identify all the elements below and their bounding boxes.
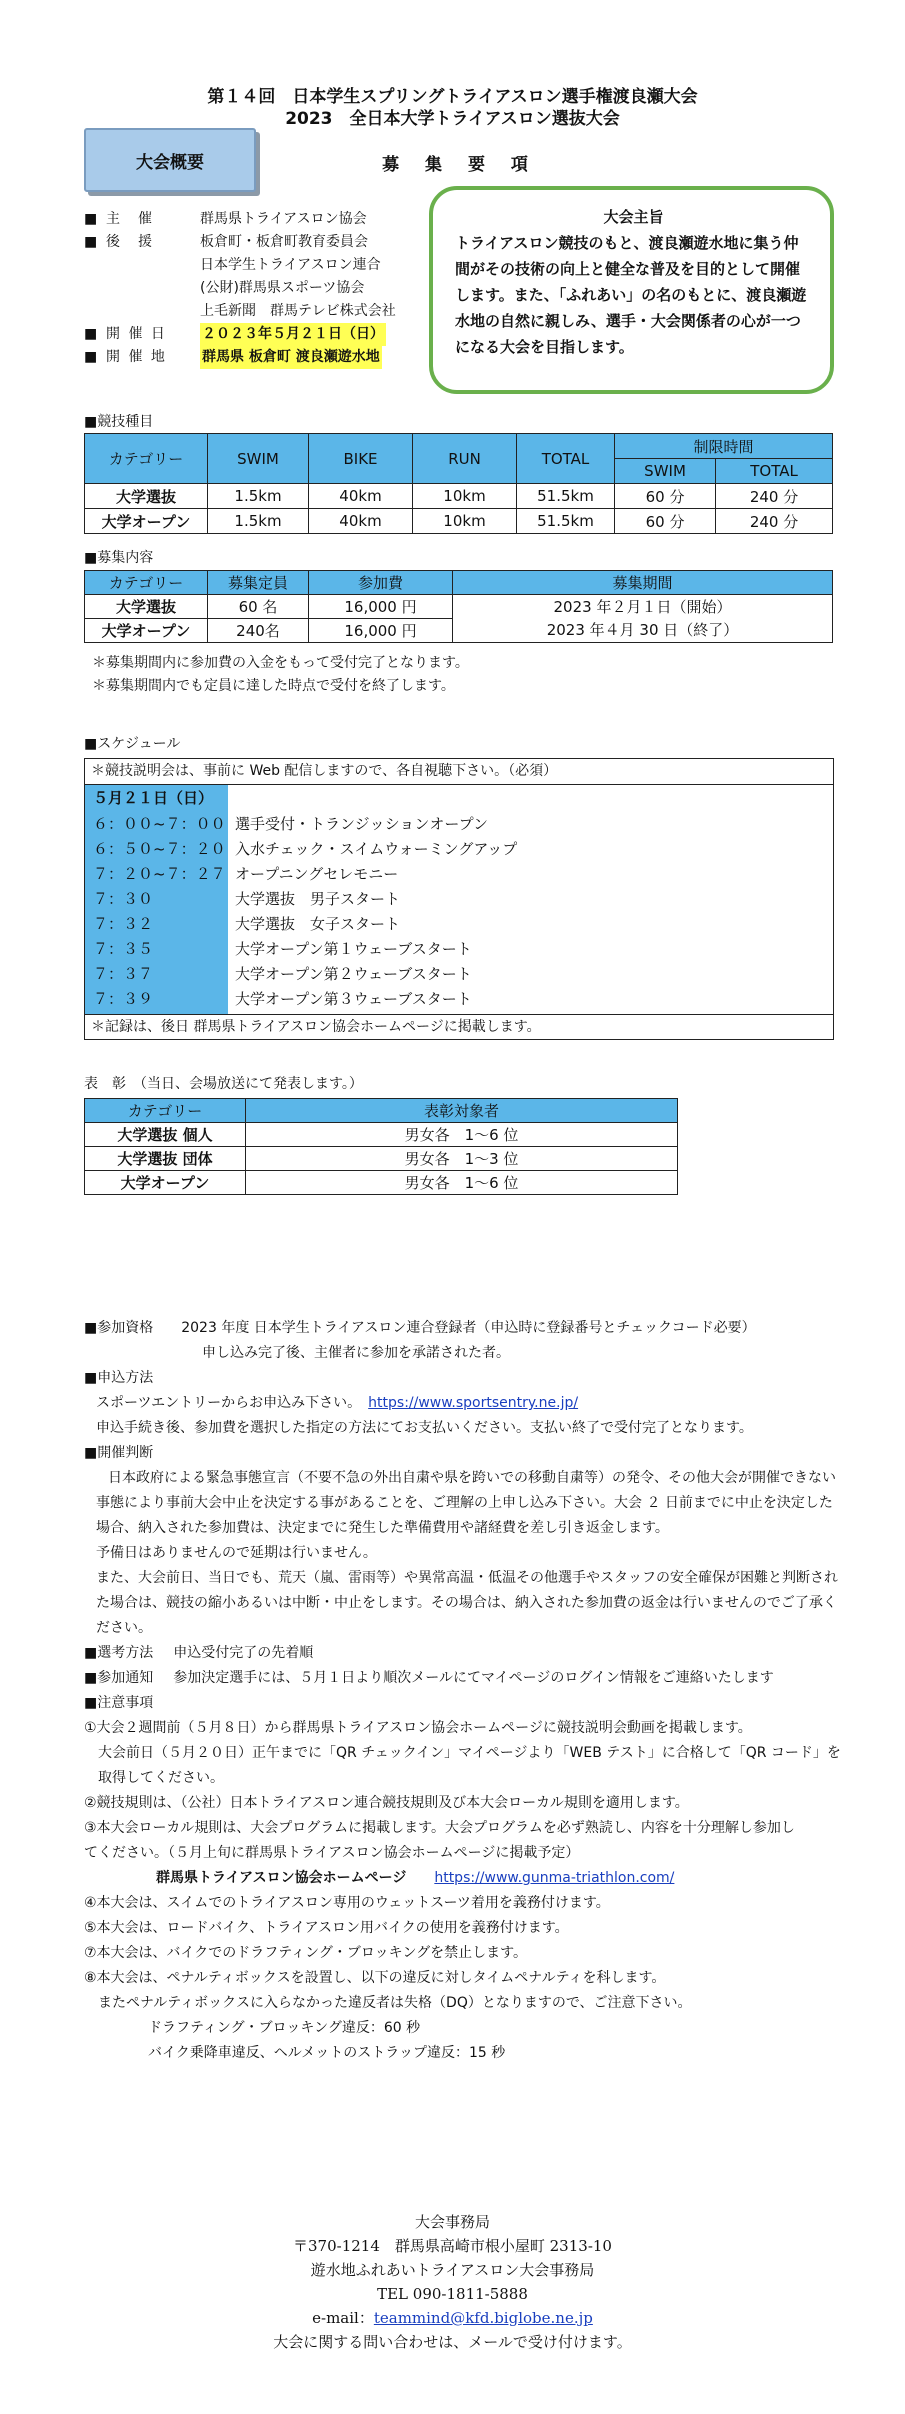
table-row: 大学選抜 1.5km 40km 10km 51.5km 60 分 240 分: [85, 484, 833, 509]
office-address: 〒370-1214 群馬県高崎市根小屋町 2313-10: [293, 2237, 612, 2255]
contact-note: 大会に関する問い合わせは、メールで受け付けます。: [273, 2333, 632, 2351]
col-header: TOTAL: [716, 459, 833, 484]
eligibility: ■参加資格 2023 年度 日本学生トライアスロン連合登録者（申込時に登録番号とチェックコード必要）: [84, 1320, 756, 1336]
col-header: カテゴリー: [85, 1099, 246, 1123]
awards-table: [84, 1098, 678, 1195]
schedule-box: ＊競技説明会は、事前に Web 配信しますので、各自視聴下さい。（必須） ５月２１日（日） ６：００~７：００ 選手受付・トランジッションオープン ６：５０~７：２０ 入水チェック・スイムウォーミングアップ ７：２０~７：２７ オープニングセレモニー ７：３０ 大学選抜 男子スタート ７：３２ 大学選抜 女子スタート ７：３５ 大学オープン第１ウェーブスタート ７：３７ 大学オープン第２ウェーブスタート ７：３９ 大学オープン第３ウェーブスタート ＊記録は、後日 群馬県トライアスロン協会ホームページに掲載します。: [84, 758, 834, 1040]
schedule-section-title: ■スケジュール: [84, 736, 181, 752]
col-header: TOTAL: [517, 434, 615, 484]
sportsentry-link[interactable]: https://www.sportsentry.ne.jp/: [368, 1395, 579, 1411]
event-venue: 群馬県 板倉町 渡良瀬遊水地: [200, 346, 382, 369]
table-row: 大学選抜 個人 男女各 1～6 位: [85, 1123, 678, 1147]
info-row: ■ 後 援 板倉町・板倉町教育委員会: [84, 234, 368, 250]
info-row: ■ 主 催 群馬県トライアスロン協会: [84, 211, 367, 227]
col-header: カテゴリー: [85, 434, 208, 484]
col-header: 募集期間: [453, 571, 833, 595]
recruit-section-title: ■募集内容: [84, 550, 154, 566]
event-title-line2: 2023 全日本大学トライアスロン選抜大会: [285, 109, 620, 129]
purpose-box: [429, 186, 834, 394]
info-row-date: ■ 開 催 日 ２０２３年５月２１日（日）: [84, 323, 396, 346]
table-row: 大学選抜 60 名 16,000 円 2023 年２月１日（開始） 2023 年４月 30 日（終了）: [85, 595, 833, 619]
col-header: SWIM: [615, 459, 716, 484]
email-link[interactable]: teammind@kfd.biglobe.ne.jp: [373, 2309, 593, 2327]
col-header: カテゴリー: [85, 571, 208, 595]
event-date: ２０２３年５月２１日（日）: [200, 323, 386, 346]
office-email: e-mail：teammind@kfd.biglobe.ne.jp: [312, 2309, 593, 2327]
selection: ■選考方法 申込受付完了の先着順: [84, 1645, 314, 1661]
details-body: ■参加資格 2023 年度 日本学生トライアスロン連合登録者（申込時に登録番号とチェックコード必要） 申し込み完了後、主催者に参加を承諾された者。 ■申込方法 スポーツエントリーからお申込み下さい。 https://www.sportsentry.ne.jp/ 申込手続き後、参加費を選択した指定の方法にてお支払いください。支払い終了で受付完了となります。 ■開催判断 日本政府による緊急事態宣言（不要不急の外出自粛や県を跨いでの移動自粛等）の発令、その他大会が開催できない事態により事前大会中止を決定する事があることを、ご理解の上申し込み下さい。大会 ２ 日前までに中止を決定した場合、納入された参加費は、決定までに発生した準備費用や諸経費を差し引き返金します。 予備日はありませんので延期は行いません。 また、大会前日、当日でも、荒天（嵐、雷雨等）や異常高温・低温その他選手やスタッフの安全確保が困難と判断された場合は、競技の縮小あるいは中断・中止をします。その場合は、納入された参加費の返金は行いませんのでご了承ください。 ■選考方法 申込受付完了の先着順 ■参加通知 参加決定選手には、５月１日より順次メールにてマイページのログイン情報をご連絡いたします ■注意事項 ①大会２週間前（５月８日）から群馬県トライアスロン協会ホームページに競技説明会動画を掲載します。 大会前日（５月２０日）正午までに「QR チェックイン」マイページより「WEB テスト」に合格して「QR コード」を取得してください。 ②競技規則は、（公社）日本トライアスロン連合競技規則及び本大会ローカル規則を適用します。 ③本大会ローカル規則は、大会プログラムに掲載します。大会プログラムを必ず熟読し、内容を十分理解し参加し てください。（５月上旬に群馬県トライアスロン協会ホームページに掲載予定） 群馬県トライアスロン協会ホームページ https://www.gunma-triathlon.com/ ④本大会は、スイムでのトライアスロン専用のウェットスーツ着用を義務付けます。 ⑤本大会は、ロードバイク、トライアスロン用バイクの使用を義務付けます。 ⑦本大会は、バイクでのドラフティング・ブロッキングを禁止します。 ⑧本大会は、ペナルティボックスを設置し、以下の違反に対しタイムペナルティを科します。 またペナルティボックスに入らなかった違反者は失格（DQ）となりますので、ご注意下さい。 ドラフティング・ブロッキング違反：60 秒 バイク乗降車違反、ヘルメットのストラップ違反：15 秒: [84, 1316, 844, 2066]
col-header: BIKE: [309, 434, 413, 484]
info-row: 上毛新聞 群馬テレビ株式会社: [200, 303, 396, 319]
purpose-heading: 大会主旨: [603, 208, 664, 226]
recruit-notes: ＊募集期間内に参加費の入金をもって受付完了となります。 ＊募集期間内でも定員に達した時点で受付を終了します。: [92, 655, 469, 694]
col-header: 募集定員: [208, 571, 309, 595]
col-header: 制限時間: [615, 434, 833, 459]
col-header: 参加費: [309, 571, 453, 595]
office-title: 大会事務局: [414, 2213, 490, 2231]
apply-heading: ■申込方法: [84, 1370, 154, 1386]
recruit-table: [84, 570, 833, 643]
homepage-line: 群馬県トライアスロン協会ホームページ https://www.gunma-triathlon.com/: [156, 1870, 675, 1886]
info-row-venue: ■ 開 催 地 群馬県 板倉町 渡良瀬遊水地: [84, 346, 396, 369]
notification: ■参加通知 参加決定選手には、５月１日より順次メールにてマイページのログイン情報をご連絡いたします: [84, 1670, 774, 1686]
judge-heading: ■開催判断: [84, 1445, 154, 1461]
schedule-top-note: ＊競技説明会は、事前に Web 配信しますので、各自視聴下さい。（必須）: [85, 759, 833, 785]
col-header: 表彰対象者: [246, 1099, 678, 1123]
purpose-text: トライアスロン競技のもと、渡良瀬遊水地に集う仲間がその技術の向上と健全な普及を目的として開催します。また、「ふれあい」の名のもとに、渡良瀬遊水地の自然に親しみ、選手・大会関係者の心が一つになる大会を目指します。: [455, 234, 807, 356]
apply-line: スポーツエントリーからお申込み下さい。 https://www.sportsentry.ne.jp/: [96, 1395, 579, 1411]
table-row: 大学オープン 1.5km 40km 10km 51.5km 60 分 240 分: [85, 509, 833, 534]
table-row: 大学オープン 240名 16,000 円: [85, 619, 833, 643]
caution-heading: ■注意事項: [84, 1695, 154, 1711]
office-tel: TEL 090-1811-5888: [377, 2285, 528, 2303]
page-subtitle: 募 集 要 項: [382, 155, 538, 175]
recruit-period: 2023 年２月１日（開始） 2023 年４月 30 日（終了）: [453, 595, 833, 643]
events-table: [84, 433, 833, 534]
events-section-title: ■競技種目: [84, 414, 154, 430]
event-info: [84, 208, 396, 369]
table-row: 大学選抜 団体 男女各 1～3 位: [85, 1147, 678, 1171]
info-row: 日本学生トライアスロン連合: [200, 257, 381, 273]
table-row: 大学オープン 男女各 1～6 位: [85, 1171, 678, 1195]
office-name: 遊水地ふれあいトライアスロン大会事務局: [310, 2261, 595, 2279]
schedule-bottom-note: ＊記録は、後日 群馬県トライアスロン協会ホームページに掲載します。: [85, 1014, 833, 1039]
awards-section-title: 表 彰 （当日、会場放送にて発表します。）: [84, 1076, 363, 1092]
col-header: SWIM: [208, 434, 309, 484]
event-title-line1: 第１４回 日本学生スプリングトライアスロン選手権渡良瀬大会: [207, 87, 698, 107]
gunma-triathlon-link[interactable]: https://www.gunma-triathlon.com/: [434, 1870, 675, 1886]
info-row: (公財)群馬県スポーツ協会: [200, 280, 365, 296]
col-header: RUN: [413, 434, 517, 484]
contact-footer: [0, 2210, 905, 2354]
overview-button[interactable]: 大会概要: [84, 128, 256, 192]
